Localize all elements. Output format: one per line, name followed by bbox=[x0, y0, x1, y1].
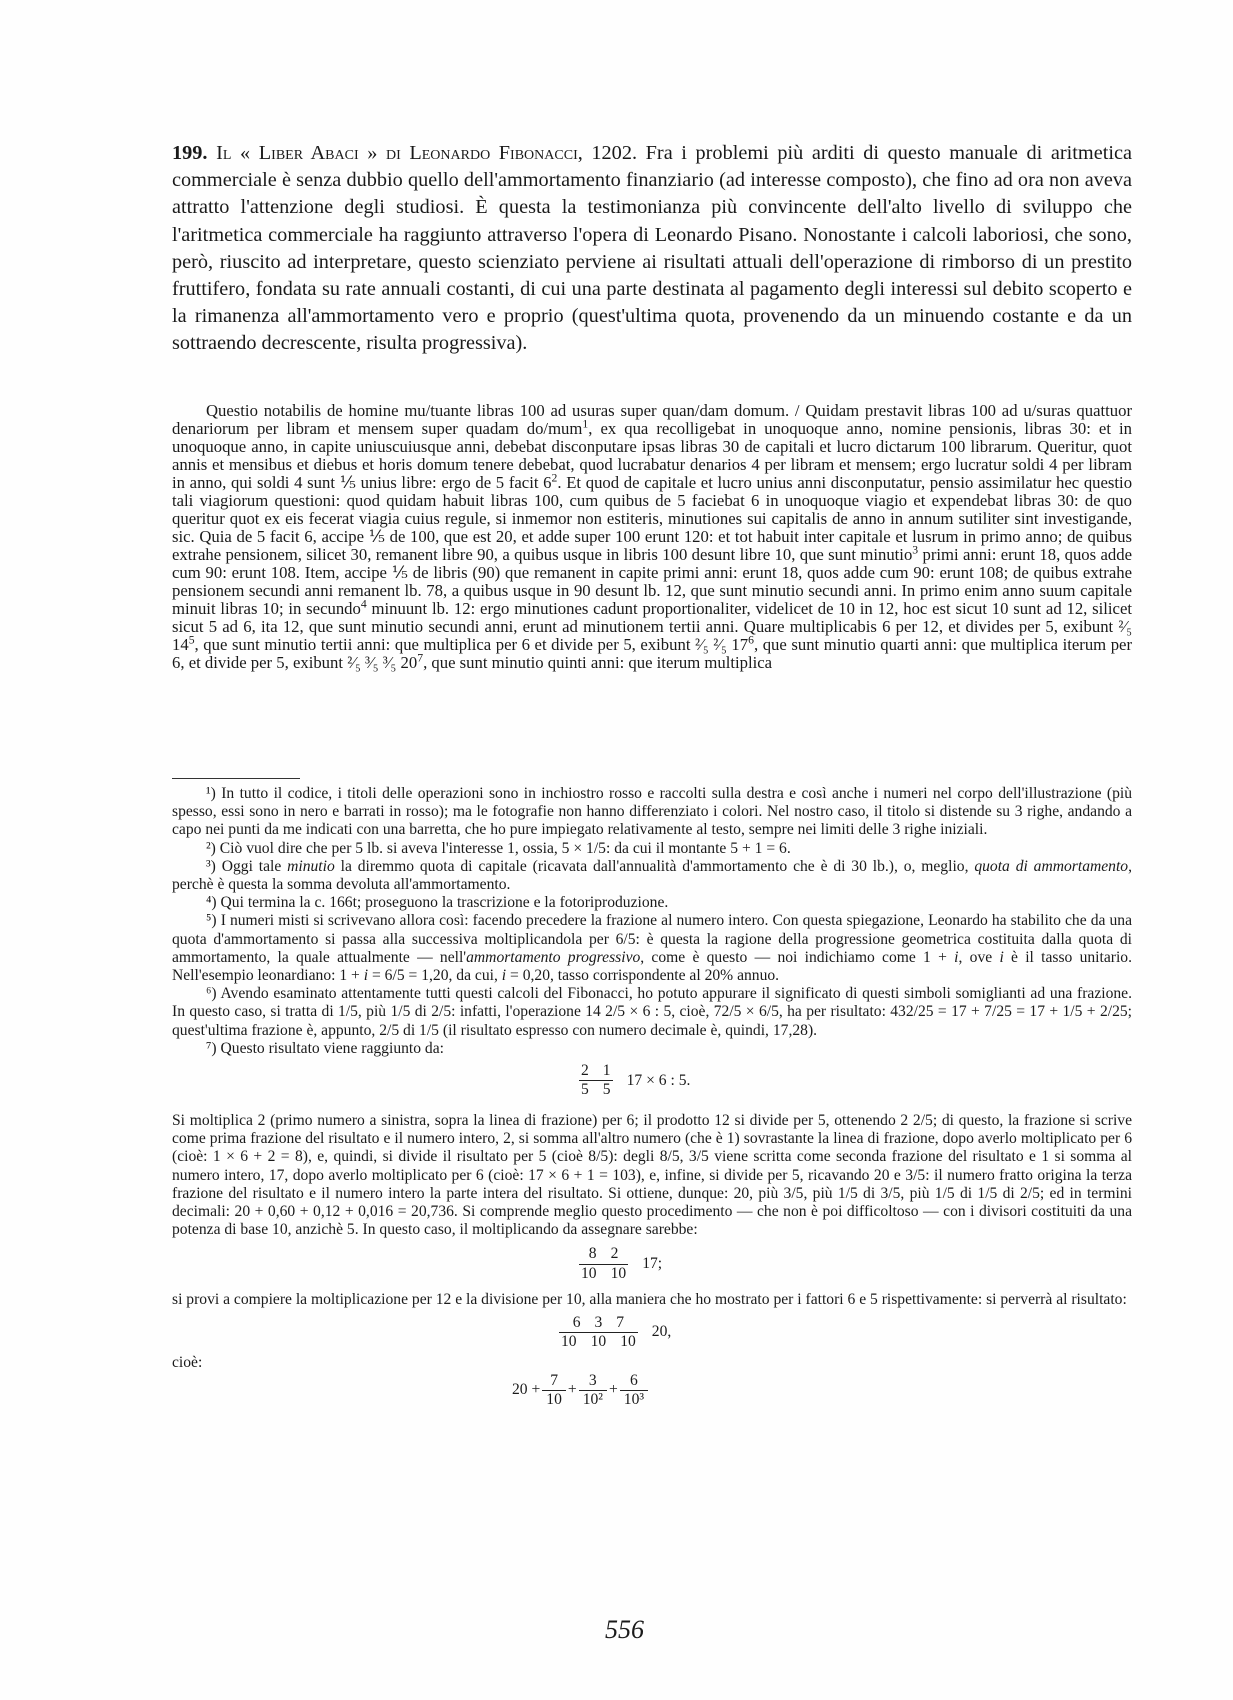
latin-text: de libris (90) que remanent in capite primi anni: erunt 18, quos adde cum 90: erunt 108; de quibus extrahe pensionem secundi anni remanent lb. 78, a quibus usque in 90 desunt lb. 12, que sunt minutio secundi anni. In primo enim anno suum capitale minuit libras 10; in secundo bbox=[172, 563, 1133, 618]
latin-text: primi anni: erunt 18, quos adde cum 90: erunt 108. Item, accipe bbox=[172, 545, 1133, 582]
footnote-6: ⁶) Avendo esaminato attentamente tutti questi calcoli del Fibonacci, ho potuto appurare il significato di questi simboli somiglianti ad una frazione. In questo caso, si tratta di 1/5, più 1/5 di 2/5: infatti, l'operazione 14 2/5 × 6 : 5, cioè, 72/5 × 6/5, ha per risultato: 432/25 = 17 + 7/25 = 17 + 1/5 + 2/25; quest'ultima frazione è, appunto, 2/5 di 1/5 (il risultato espresso con numero decimale è, quindi, 17,28). bbox=[172, 985, 1132, 1039]
section-body: Fra i problemi più arditi di questo manuale di aritmetica commerciale è senza dubbio quello dell'ammortamento finanziario (ad interesse composto), che fino ad ora non aveva attratto l'attenzione degli studiosi. È questa la testimonianza più convincente dell'alto livello di sviluppo che l'aritmetica commerciale ha raggiunto attraverso l'opera di Leonardo Pisano. Nonostante i calcoli laboriosi, che sono, però, riuscito ad interpretare, questo scienziato perviene ai risultati attuali dell'operazione di rimborso di un prestito fruttifero, fondata su rate annuali costanti, di cui una parte destinata al pagamento degli interessi sul debito scoperto e la rimanenza all'ammortamento vero e proprio (quest'ultima quota, provenendo da un minuendo costante e da un sottraendo decrescente, risulta progressiva). bbox=[172, 142, 1132, 355]
footnote-ref: 5 bbox=[188, 633, 195, 647]
denominator: 10² bbox=[579, 1390, 607, 1409]
formula-3 bbox=[172, 1310, 1132, 1354]
footnote-text: ⁵) I numeri misti si scrivevano allora così: facendo precedere la frazione al numero intero. Con questa spiegazione, Leonardo ha stabilito che da una quota d'ammortamento si passa alla successiva moltiplicandola per 6/5: è questa la ragione della progressione geometrica costituita dalla quota di ammortamento, la quale attualmente — nell' bbox=[172, 912, 1132, 966]
math-var: i bbox=[363, 967, 369, 985]
numerator: 6 bbox=[572, 1313, 581, 1331]
denominator: 10 bbox=[620, 1332, 636, 1350]
latin-text: , que sunt minutio quinti anni: que iterum multiplica bbox=[423, 653, 773, 672]
footnote-italic: quota di ammortamento bbox=[974, 857, 1129, 875]
section-number: 199. bbox=[172, 142, 208, 164]
fraction: ²⁄₅ bbox=[1118, 617, 1133, 636]
section-paragraph bbox=[172, 140, 1132, 358]
footnote-ref: 6 bbox=[748, 633, 754, 647]
stacked-fraction bbox=[579, 1062, 613, 1099]
math-var: i bbox=[501, 967, 507, 985]
latin-text: 17 bbox=[731, 635, 749, 654]
footnote-ref: 7 bbox=[417, 651, 424, 665]
footnote-text: , ove bbox=[958, 948, 1000, 966]
footnote-1: ¹) In tutto il codice, i titoli delle operazioni sono in inchiostro rosso e raccolti sulla destra e così anche i numeri nel corpo dell'illustrazione (più spesso, essi sono in nero e barrati in rosso); ma le fotografie non hanno differenziato i colori. Nel nostro caso, il titolo si distende su 3 righe, andando a capo nei punti da me indicati con una barretta, che ho pure impiegato relativamente al testo, sempre nei limiti delle 3 righe iniziali. bbox=[172, 785, 1132, 839]
footnote-ref: 1 bbox=[582, 417, 589, 431]
latin-text: , que sunt minutio tertii anni: que multiplica per 6 et divide per 5, exibunt bbox=[194, 635, 691, 654]
formula-tail: 17; bbox=[642, 1255, 663, 1273]
fraction: ²⁄₅ ²⁄₅ bbox=[695, 635, 727, 654]
denominator: 5 bbox=[581, 1081, 589, 1099]
footnote-text: , come è questo — noi indichiamo come 1 + bbox=[640, 948, 955, 966]
numerator: 1 bbox=[602, 1062, 611, 1080]
footnote-text: = 6/5 = 1,20, da cui, bbox=[368, 967, 502, 985]
numerator: 7 bbox=[616, 1313, 625, 1331]
stacked-fraction bbox=[559, 1314, 638, 1351]
fraction: ⅕ bbox=[391, 563, 408, 582]
footnote-italic: ammortamento progressivo bbox=[466, 948, 641, 966]
denominator: 10 bbox=[590, 1332, 607, 1350]
section-title: Il « Liber Abaci » di Leonardo Fibonacci, 1202. bbox=[216, 142, 638, 164]
footnotes bbox=[172, 785, 1132, 1418]
footnote-text: = 0,20, tasso corrispondente al 20% annuo. bbox=[506, 967, 780, 985]
numerator: 2 bbox=[581, 1062, 589, 1080]
numerator: 3 bbox=[594, 1313, 603, 1331]
stacked-fraction bbox=[579, 1372, 607, 1409]
fraction: ⅕ bbox=[368, 527, 385, 546]
stacked-fraction bbox=[579, 1245, 628, 1282]
latin-text: 14 bbox=[172, 635, 189, 654]
numerator: 6 bbox=[630, 1371, 638, 1389]
footnote-3 bbox=[172, 858, 1132, 894]
denominator: 10 bbox=[542, 1390, 566, 1409]
latin-transcription bbox=[172, 402, 1132, 672]
numerator: 7 bbox=[550, 1371, 558, 1389]
denominator: 10 bbox=[610, 1264, 627, 1282]
footnote-text: , perchè è questa la somma devoluta all'ammortamento. bbox=[172, 857, 1133, 894]
footnote-4: ⁴) Qui termina la c. 166t; proseguono la trascrizione e la fotoriproduzione. bbox=[206, 894, 669, 912]
math-var: i bbox=[954, 948, 959, 966]
stacked-fraction bbox=[620, 1372, 648, 1409]
fraction: ²⁄₅ ³⁄₅ ³⁄₅ bbox=[347, 653, 397, 672]
footnote-2: ²) Ciò vuol dire che per 5 lb. si aveva l'interesse 1, ossia, 5 × 1/5: da cui il montante 5 + 1 = 6. bbox=[206, 839, 791, 857]
formula-tail: 20, bbox=[651, 1323, 672, 1341]
footnote-7: ⁷) Questo risultato viene raggiunto da: bbox=[206, 1039, 444, 1057]
cioe-label: cioè: bbox=[172, 1353, 203, 1371]
math-var: i bbox=[999, 948, 1004, 966]
footnote-text: ³) Oggi tale bbox=[206, 857, 288, 875]
denominator: 10 bbox=[581, 1264, 597, 1282]
latin-text: de 100, que est 20, et adde super 100 erunt 120: et tot habuit inter capitale et lusrum in primo anno; de quibus extrahe pensionem, silicet 30, remanent libre 90, a quibus usque in libris 100 desunt libre 10, que sunt minutio bbox=[172, 527, 1133, 564]
footnote-italic: minutio bbox=[287, 857, 335, 875]
formula-lead: 20 + bbox=[512, 1381, 541, 1399]
denominator: 10 bbox=[561, 1332, 577, 1350]
footnote-7-explanation: Si moltiplica 2 (primo numero a sinistra, sopra la linea di frazione) per 6; il prodotto 12 si divide per 5, ottenendo 2 2/5; di questo, la frazione si scrive come prima frazione del risultato e il numero intero, 2, si somma all'altro numero (che è 1) sovrastante la linea di frazione, dopo averlo moltiplicato per 6 (cioè: 1 × 6 + 2 = 8), e, quindi, si divide il risultato per 5 (cioè 8/5): degli 8/5, 3/5 viene scritta come seconda frazione del risultato e 1 si somma al numero intero, 17, dopo averlo moltiplicato per 6 (cioè: 17 × 6 + 1 = 103), e, infine, si divide per 5, ricavando 20 e 3/5: il numero fratto origina la terza frazione del risultato e il numero intero la parte intera del risultato. Si ottiene, dunque: 20, più 3/5, più 1/5 di 3/5, più 1/5 di 1/5 di 2/5; ed in termini decimali: 20 + 0,60 + 0,12 + 0,016 = 20,736. Si comprende meglio questo procedimento — che non è poi difficoltoso — con i divisori costituiti da una potenza di base 10, anzichè 5. In questo caso, il moltiplicando da assegnare sarebbe: bbox=[172, 1112, 1132, 1239]
footnote-text: è il tasso unitario. Nell'esempio leonardiano: 1 + bbox=[172, 948, 1132, 985]
formula-1 bbox=[172, 1058, 1132, 1112]
numerator: 3 bbox=[588, 1371, 597, 1389]
latin-text: . Et quod de capitale et lucro unius anni disconputatur, pensio assimilatur hec questio tali viagiorum questioni: quod quidam habuit libras 100, cum quibus de 5 faciebat 6 in unoquoque viagio et expendebat libras 30: de quo queritur quot ex eis fecerat viagia cuius regule, si inmemor non estiteris, minutiones sui capitalis de anno in annum sutiliter sint investigande, sic. Quia de 5 facit 6, accipe bbox=[172, 473, 1133, 546]
numerator: 2 bbox=[610, 1245, 619, 1263]
plus-sign: + bbox=[608, 1381, 618, 1399]
formula-4 bbox=[172, 1372, 1132, 1418]
latin-text: minuunt lb. 12: ergo minutiones cadunt proportionaliter, videlicet de 10 in 12, hoc est sicut 10 sunt ad 12, silicet sicut 5 ad 6, ita 12, que sunt minutio secundi anni, erunt ad minutionem tertii anni. Quare multiplicabis 6 per 12, et divides per 5, exibunt bbox=[172, 599, 1132, 636]
formula-2 bbox=[172, 1239, 1132, 1291]
footnote-ref: 3 bbox=[912, 543, 919, 557]
latin-text: , ex qua recolligebat in unoquoque anno, nomine pensionis, libras 30: et in unoquoque anno, in capite uniuscuiusque anni, debebat disconputare ipsas libras 30 de capitali et lucro dictarum 100 librarum. Queritur, quot annis et mensibus et diebus et horis domum tenere debebat, quod lucrabatur denarios 4 per libram et mensem; ergo lucratur soldi 4 per libram in anno, qui soldi 4 sunt bbox=[172, 419, 1132, 492]
denominator: 10³ bbox=[620, 1390, 648, 1409]
formula-tail: 17 × 6 : 5. bbox=[626, 1071, 691, 1089]
numerator: 8 bbox=[588, 1245, 597, 1263]
footnote-ref: 4 bbox=[360, 597, 367, 611]
footnote-divider bbox=[172, 778, 300, 779]
denominator: 5 bbox=[602, 1081, 611, 1099]
fraction: ⅕ bbox=[339, 473, 356, 492]
plus-sign: + bbox=[567, 1381, 577, 1399]
footnote-7-continuation: si provi a compiere la moltiplicazione per 12 e la divisione per 10, alla maniera che ho mostrato per i fattori 6 e 5 rispettivamente: si perverrà al risultato: bbox=[172, 1291, 1127, 1309]
footnote-text: la diremmo quota di capitale (ricavata dall'annualità d'ammortamento che è di 30 lb.), o, meglio, bbox=[334, 857, 975, 875]
latin-text: 20 bbox=[400, 653, 418, 672]
stacked-fraction bbox=[542, 1372, 566, 1409]
latin-text: Questio notabilis de homine mu/tuante libras 100 ad usuras super quan/dam domum. / Quidam prestavit libras 100 ad u/suras quattuor denariorum per libram et mensem super quadam do/mum bbox=[172, 401, 1132, 438]
footnote-ref: 2 bbox=[551, 471, 558, 485]
latin-text: unius libre: ergo de 5 facit 6 bbox=[360, 473, 552, 492]
latin-text: , que sunt minutio quarti anni: que multiplica iterum per 6, et divide per 5, exibunt bbox=[172, 635, 1133, 672]
footnote-5 bbox=[172, 912, 1132, 985]
page-number: 556 bbox=[605, 1615, 644, 1644]
